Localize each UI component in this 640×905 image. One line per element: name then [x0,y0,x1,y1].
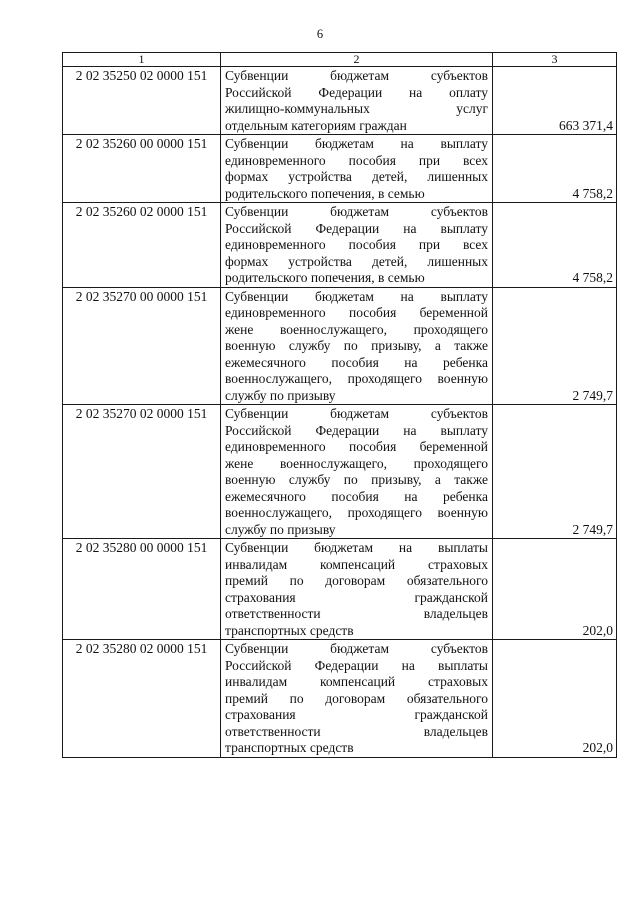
row-name-line: ответственности владельцев [225,723,488,739]
row-name-line: Субвенции бюджетам субъектов [225,406,488,421]
row-code: 2 02 35280 00 0000 151 [63,539,221,640]
row-name-line: транспортных средств [225,622,354,638]
row-name-line: инвалидам компенсаций страховых [225,674,488,689]
row-name-line: ежемесячного пособия на ребенка [225,488,488,504]
row-amount: 4 758,2 [493,203,617,288]
row-name [221,287,493,405]
row-name-line: инвалидам компенсаций страховых [225,556,488,572]
header-col-name: 2 [221,53,493,67]
row-name-line: жилищно-коммунальных услуг [225,101,488,116]
row-name-line: родительского попечения, в семью [225,185,425,201]
row-code: 2 02 35250 02 0000 151 [63,67,221,135]
row-name-line: формах устройства детей, лишенных [225,253,488,269]
header-col-code: 1 [63,53,221,67]
table-body [63,67,617,758]
row-name-line: жене военнослужащего, проходящего [225,321,488,337]
row-name-line: службу по призыву [225,521,336,537]
row-name-line: премий по договорам обязательного [225,690,488,706]
page-number: 6 [316,27,324,41]
table-row [63,405,617,539]
row-code: 2 02 35270 02 0000 151 [63,405,221,539]
row-name-line: Субвенции бюджетам субъектов [225,68,488,83]
row-name-line: страхования гражданской [225,707,488,722]
row-code: 2 02 35260 02 0000 151 [63,203,221,288]
row-amount: 2 749,7 [493,405,617,539]
row-amount: 4 758,2 [493,135,617,203]
row-name [221,135,493,203]
row-name-line: Российской Федерации на выплату [225,422,488,438]
row-name-line: страхования гражданской [225,589,488,605]
row-name-line: транспортных средств [225,740,354,755]
row-name-line: формах устройства детей, лишенных [225,169,488,184]
row-name-line: Субвенции бюджетам на выплаты [225,540,488,555]
row-name-line: Субвенции бюджетам субъектов [225,641,488,656]
row-code: 2 02 35270 00 0000 151 [63,287,221,405]
row-name-line: военную службу по призыву, а также [225,472,488,487]
row-code: 2 02 35280 02 0000 151 [63,640,221,758]
table-row [63,539,617,640]
row-name-line: военную службу по призыву, а также [225,338,488,353]
row-amount: 202,0 [493,539,617,640]
row-name-line: родительского попечения, в семью [225,270,425,285]
table-row [63,640,617,758]
budget-table [62,52,617,758]
row-name [221,405,493,539]
row-name-line: единовременного пособия при всех [225,237,488,252]
row-name-line: единовременного пособия при всех [225,152,488,168]
row-name-line: единовременного пособия беременной [225,439,488,454]
table-row [63,67,617,135]
row-name [221,640,493,758]
row-amount: 663 371,4 [493,67,617,135]
row-name-line: Субвенции бюджетам на выплату [225,136,488,151]
row-name [221,67,493,135]
row-name-line: военнослужащего, проходящего военную [225,505,488,520]
table-row [63,135,617,203]
row-name-line: жене военнослужащего, проходящего [225,455,488,471]
row-name-line: Российской Федерации на оплату [225,84,488,100]
row-name-line: ответственности владельцев [225,606,488,621]
table-row [63,287,617,405]
row-name-line: Субвенции бюджетам на выплату [225,288,488,304]
row-amount: 2 749,7 [493,287,617,405]
row-name-line: военнослужащего, проходящего военную [225,371,488,386]
row-code: 2 02 35260 00 0000 151 [63,135,221,203]
row-name-line: Российской Федерации на выплаты [225,657,488,673]
row-name-line: службу по призыву [225,387,336,403]
row-name-line: Российской Федерации на выплату [225,220,488,236]
table-row [63,203,617,288]
row-name [221,539,493,640]
table-header [63,53,617,67]
row-amount: 202,0 [493,640,617,758]
row-name-line: премий по договорам обязательного [225,573,488,588]
row-name-line: единовременного пособия беременной [225,305,488,320]
row-name-line: Субвенции бюджетам субъектов [225,204,488,219]
row-name-line: ежемесячного пособия на ребенка [225,354,488,370]
header-row [63,53,617,67]
header-col-amount: 3 [493,53,617,67]
row-name-line: отдельным категориям граждан [225,117,407,133]
row-name [221,203,493,288]
